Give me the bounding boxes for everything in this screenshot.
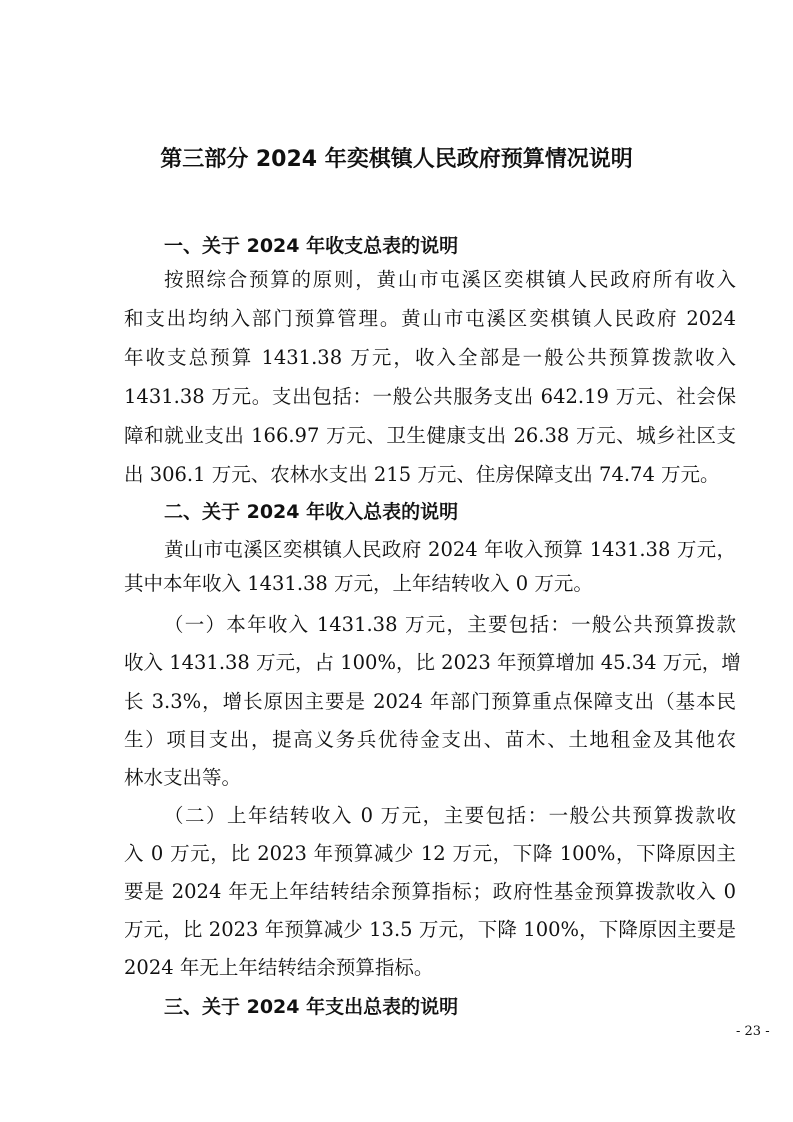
section-1-line-6: 出 306.1 万元、农林水支出 215 万元、住房保障支出 74.74 万元。 bbox=[124, 463, 720, 486]
section-1-line-5: 障和就业支出 166.97 万元、卫生健康支出 26.38 万元、城乡社区支 bbox=[124, 424, 736, 447]
section-2-part-2-line-1: （二）上年结转收入 0 万元，主要包括：一般公共预算拨款收 bbox=[164, 804, 736, 827]
section-2-intro-line-2: 其中本年收入 1431.38 万元，上年结转收入 0 万元。 bbox=[124, 572, 593, 595]
section-2-part-1-line-5: 林水支出等。 bbox=[124, 766, 242, 789]
section-2-part-2-line-2: 入 0 万元，比 2023 年预算减少 12 万元，下降 100%，下降原因主 bbox=[124, 842, 736, 865]
section-2-heading: 二、关于 2024 年收入总表的说明 bbox=[164, 501, 459, 523]
section-2-part-1-line-2: 收入 1431.38 万元，占 100%，比 2023 年预算增加 45.34 万元，增 bbox=[124, 651, 741, 674]
section-2-part-1-line-4: 生）项目支出，提高义务兵优待金支出、苗木、土地租金及其他农 bbox=[124, 728, 736, 751]
section-2-part-2-line-5: 2024 年无上年结转结余预算指标。 bbox=[124, 956, 434, 979]
section-3-heading: 三、关于 2024 年支出总表的说明 bbox=[164, 996, 459, 1018]
section-1-line-4: 1431.38 万元。支出包括：一般公共服务支出 642.19 万元、社会保 bbox=[124, 385, 736, 408]
page-number: - 23 - bbox=[736, 1024, 770, 1039]
section-2-part-1-line-1: （一）本年收入 1431.38 万元，主要包括：一般公共预算拨款 bbox=[164, 613, 736, 636]
page-title: 第三部分 2024 年奕棋镇人民政府预算情况说明 bbox=[160, 147, 633, 172]
section-1-line-1: 按照综合预算的原则，黄山市屯溪区奕棋镇人民政府所有收入 bbox=[164, 268, 736, 291]
section-2-intro-line-1: 黄山市屯溪区奕棋镇人民政府 2024 年收入预算 1431.38 万元， bbox=[164, 538, 736, 561]
section-1-line-3: 年收支总预算 1431.38 万元，收入全部是一般公共预算拨款收入 bbox=[124, 346, 736, 369]
section-2-part-2-line-4: 万元，比 2023 年预算减少 13.5 万元，下降 100%，下降原因主要是 bbox=[124, 918, 736, 941]
section-2-part-1-line-3: 长 3.3%，增长原因主要是 2024 年部门预算重点保障支出（基本民 bbox=[124, 690, 736, 713]
section-1-heading: 一、关于 2024 年收支总表的说明 bbox=[164, 235, 459, 257]
section-1-line-2: 和支出均纳入部门预算管理。黄山市屯溪区奕棋镇人民政府 2024 bbox=[124, 307, 736, 330]
section-2-part-2-line-3: 要是 2024 年无上年结转结余预算指标；政府性基金预算拨款收入 0 bbox=[124, 880, 736, 903]
